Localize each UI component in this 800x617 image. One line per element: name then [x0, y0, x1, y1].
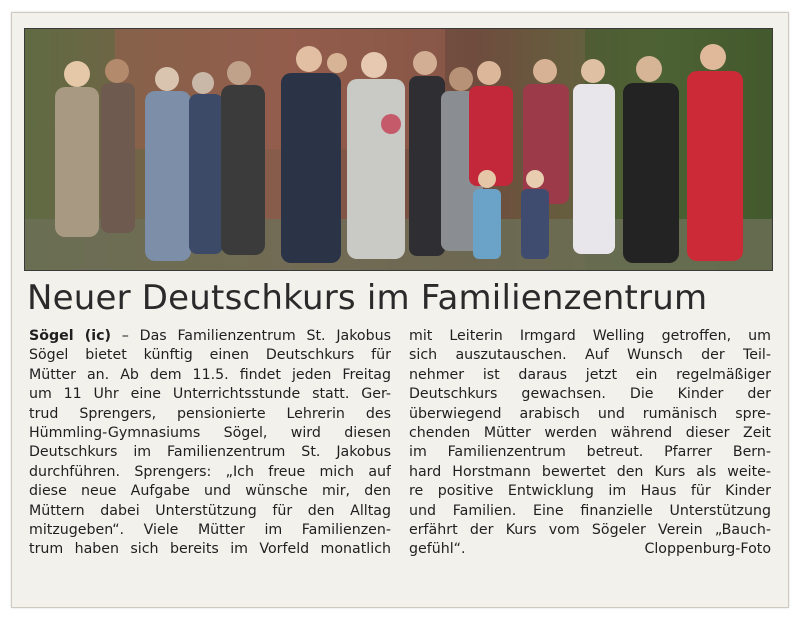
article-headline: Neuer Deutschkurs im Familienzentrum — [27, 278, 708, 318]
group-photo — [24, 28, 773, 271]
article-column-right — [409, 327, 771, 560]
text-line: und Familien. Eine finanzielle Unterstützung — [409, 502, 771, 519]
text-line: Mütter an. Ab dem 11.5. findet jeden Freitag — [29, 366, 391, 383]
text-line: erfährt der Kurs vom Sögeler Verein „Bauch- — [409, 522, 771, 539]
text-line — [409, 540, 771, 559]
text-line: diese neue Aufgabe und wünsche mir, den — [29, 483, 391, 500]
text-line: Deutschkurs gewachsen. Die Kinder der — [409, 386, 771, 403]
text-line: überwiegend arabisch und rumänisch spre- — [409, 405, 771, 422]
last-line-text: gefühl“. — [409, 541, 466, 558]
text-line: hard Horstmann bewertet den Kurs als weite- — [409, 463, 771, 480]
text-line: trum haben sich bereits im Vorfeld monatlich — [29, 541, 391, 558]
text-line: durchführen. Sprengers: „Ich freue mich auf — [29, 463, 391, 480]
text-line: Hümmling-Gymnasiums Sögel, wird diesen — [29, 425, 391, 442]
text-line: sich auszutauschen. Auf Wunsch der Teil- — [409, 347, 771, 364]
article-column-left — [29, 327, 391, 560]
text-line: re positive Entwicklung im Haus für Kinder — [409, 483, 771, 500]
text-line: Sögel bietet künftig einen Deutschkurs für — [29, 347, 391, 364]
text-line: mit Leiterin Irmgard Welling getroffen, um — [409, 328, 771, 344]
text-line: um 11 Uhr eine Unterrichtsstunde statt. Ger- — [29, 386, 391, 403]
photo-credit: Cloppenburg-Foto — [644, 541, 771, 558]
group-photo-image — [25, 29, 772, 270]
text-line: trud Sprengers, pensionierte Lehrerin des — [29, 405, 391, 422]
text-line: chenden Mütter werden während dieser Zeit — [409, 425, 771, 442]
text-line: im Familienzentrum betreut. Pfarrer Bern- — [409, 444, 771, 461]
article-dateline: Sögel (ic) — [29, 328, 112, 344]
text-line: Müttern dabei Unterstützung für den Alltag — [29, 502, 391, 519]
text-line: Sögel (ic) – Das Familienzentrum St. Jakobus — [29, 328, 391, 344]
text-line: mitzugeben“. Viele Mütter im Familienzen- — [29, 522, 391, 539]
text-line: nehmer ist daraus jetzt ein regelmäßiger — [409, 366, 771, 383]
text-line: Deutschkurs im Familienzentrum St. Jakobus — [29, 444, 391, 461]
